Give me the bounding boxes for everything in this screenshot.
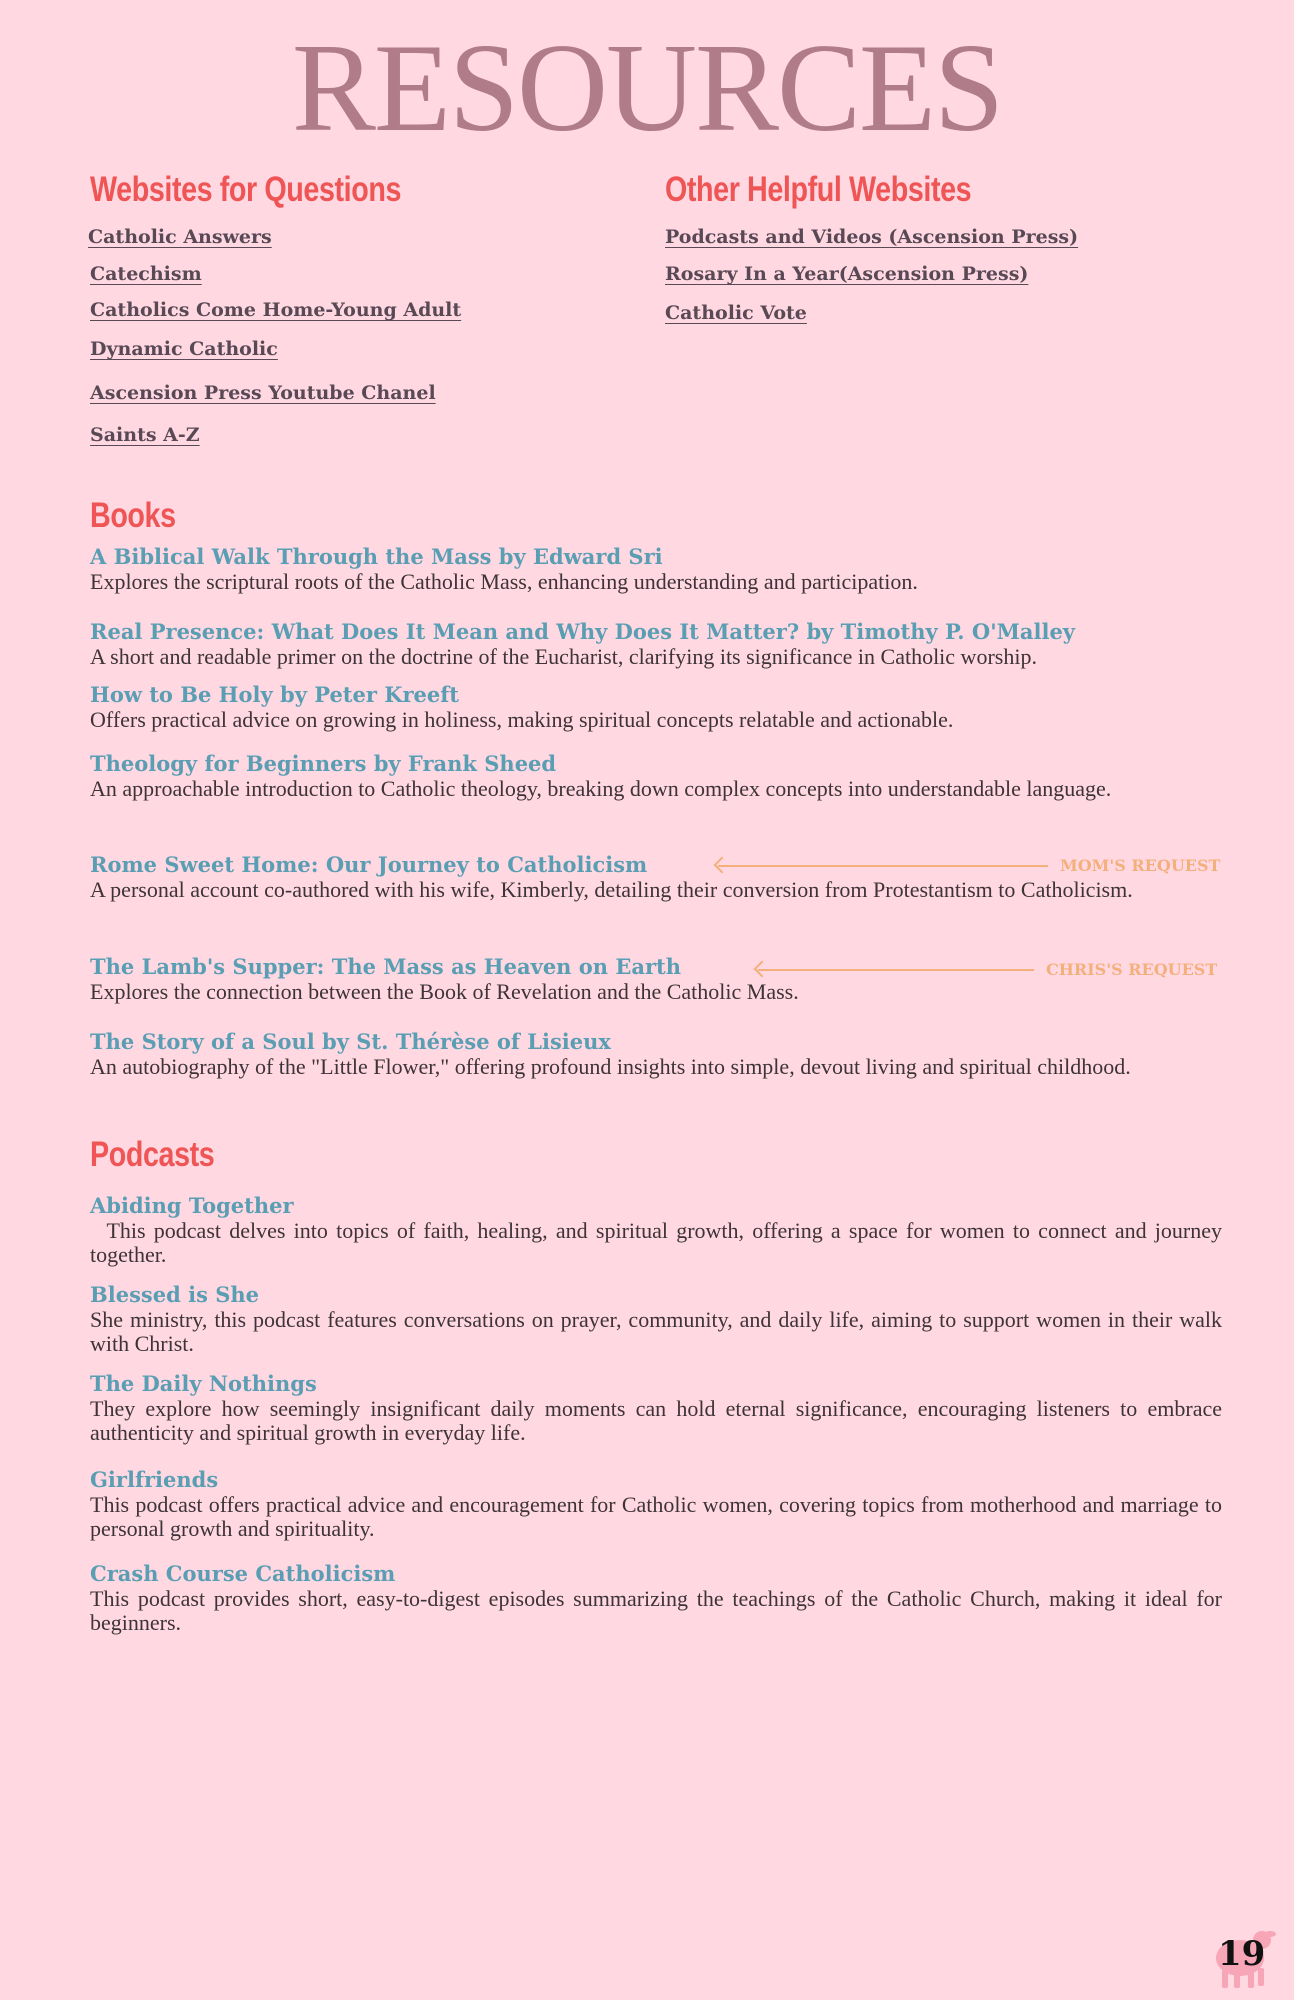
podcasts-heading: Podcasts — [90, 1135, 215, 1174]
podcast-title: Crash Course Catholicism — [90, 1561, 396, 1586]
page-number-badge — [1210, 1920, 1280, 1990]
book-title: How to Be Holy by Peter Kreeft — [90, 682, 460, 707]
link-catechism[interactable]: Catechism — [90, 263, 202, 285]
other-helpful-websites-heading: Other Helpful Websites — [665, 170, 972, 209]
book-item — [90, 544, 1222, 594]
book-item — [90, 751, 1222, 801]
book-title: Theology for Beginners by Frank Sheed — [90, 751, 557, 776]
podcast-title: Girlfriends — [90, 1467, 219, 1492]
podcast-item — [90, 1467, 1222, 1541]
book-description: An autobiography of the "Little Flower," offering profound insights into simple, devout living and spiritual childhood. — [90, 1054, 1131, 1079]
book-description: A short and readable primer on the doctrine of the Eucharist, clarifying its significance in Catholic worship. — [90, 644, 1037, 669]
podcast-item — [90, 1371, 1222, 1445]
book-description: Offers practical advice on growing in holiness, making spiritual concepts relatable and actionable. — [90, 707, 954, 732]
arrow-left-icon — [718, 865, 1048, 867]
chris-request-annotation — [758, 960, 1217, 979]
link-saints-a-z[interactable]: Saints A-Z — [90, 424, 200, 446]
podcast-description: This podcast offers practical advice and encouragement for Catholic women, covering topics from motherhood and marriage to personal growth and spirituality. — [90, 1492, 1222, 1541]
link-podcasts-videos[interactable]: Podcasts and Videos (Ascension Press) — [665, 226, 1079, 248]
book-item — [90, 619, 1222, 669]
link-catholic-vote[interactable]: Catholic Vote — [665, 302, 807, 324]
podcast-item — [90, 1282, 1222, 1356]
chris-request-label: CHRIS'S REQUEST — [1046, 960, 1218, 979]
book-title: Rome Sweet Home: Our Journey to Catholicism — [90, 852, 648, 877]
arrow-left-icon — [758, 969, 1034, 971]
podcast-title: The Daily Nothings — [90, 1371, 317, 1396]
page-number: 19 — [1218, 1934, 1266, 1974]
book-title: A Biblical Walk Through the Mass by Edward Sri — [90, 544, 663, 569]
podcast-description: This podcast delves into topics of faith, healing, and spiritual growth, offering a space for women to connect and journey together. — [90, 1218, 1228, 1267]
link-rosary-in-a-year[interactable]: Rosary In a Year(Ascension Press) — [665, 263, 1029, 285]
book-description: Explores the scriptural roots of the Catholic Mass, enhancing understanding and participation. — [90, 569, 918, 594]
book-item — [90, 682, 1222, 732]
podcast-description: They explore how seemingly insignificant daily moments can hold eternal significance, encouraging listeners to embrace authenticity and spiritual growth in everyday life. — [90, 1396, 1222, 1445]
page-title: RESOURCES — [291, 19, 1003, 158]
moms-request-label: MOM'S REQUEST — [1060, 856, 1221, 875]
podcast-title: Blessed is She — [90, 1282, 259, 1307]
book-title: The Lamb's Supper: The Mass as Heaven on Earth — [90, 954, 681, 979]
books-heading: Books — [90, 496, 176, 535]
link-dynamic-catholic[interactable]: Dynamic Catholic — [90, 338, 278, 360]
book-description: Explores the connection between the Book of Revelation and the Catholic Mass. — [90, 979, 799, 1004]
book-description: An approachable introduction to Catholic theology, breaking down complex concepts into understandable language. — [90, 776, 1112, 801]
link-ascension-youtube[interactable]: Ascension Press Youtube Chanel — [90, 382, 436, 404]
podcast-title: Abiding Together — [90, 1193, 294, 1218]
podcast-item — [90, 1193, 1228, 1267]
book-item — [90, 1029, 1222, 1079]
link-catholics-come-home[interactable]: Catholics Come Home-Young Adult — [90, 299, 462, 321]
link-catholic-answers[interactable]: Catholic Answers — [88, 226, 272, 248]
book-description: A personal account co-authored with his wife, Kimberly, detailing their conversion from Protestantism to Catholicism. — [90, 877, 1133, 902]
podcast-item — [90, 1561, 1222, 1635]
podcast-description: She ministry, this podcast features conversations on prayer, community, and daily life, aiming to support women in their walk with Christ. — [90, 1307, 1222, 1356]
podcast-description: This podcast provides short, easy-to-digest episodes summarizing the teachings of the Catholic Church, making it ideal for beginners. — [90, 1586, 1222, 1635]
book-title: The Story of a Soul by St. Thérèse of Lisieux — [90, 1029, 611, 1054]
websites-for-questions-heading: Websites for Questions — [90, 170, 401, 209]
book-title: Real Presence: What Does It Mean and Why Does It Matter? by Timothy P. O'Malley — [90, 619, 1076, 644]
moms-request-annotation — [718, 856, 1220, 875]
